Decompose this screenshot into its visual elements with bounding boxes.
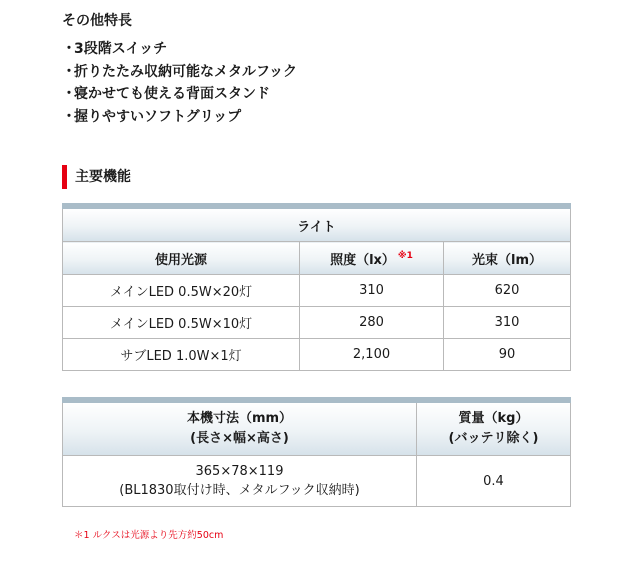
cell-light-source: メインLED 0.5W×10灯 xyxy=(63,307,300,339)
cell-dimensions: 365×78×119 (BL1830取付け時、メタルフック収納時) xyxy=(63,456,417,507)
cell-mass: 0.4 xyxy=(417,456,571,507)
column-header-mass: 質量（kg） (バッテリ除く) xyxy=(417,400,571,456)
cell-illuminance: 310 xyxy=(300,275,444,307)
other-features-title: その他特長 xyxy=(62,13,132,29)
body-spec-table xyxy=(62,397,571,507)
table-row xyxy=(63,275,571,307)
table-row xyxy=(63,307,571,339)
feature-item: ・握りやすいソフトグリップ xyxy=(62,108,242,125)
table-row xyxy=(63,456,571,507)
light-table-title: ライト xyxy=(63,206,571,242)
footnote-marker: ※1 xyxy=(397,251,413,262)
cell-luminous-flux: 90 xyxy=(444,339,571,371)
cell-illuminance: 2,100 xyxy=(300,339,444,371)
cell-luminous-flux: 310 xyxy=(444,307,571,339)
column-header-light-source: 使用光源 xyxy=(63,242,300,275)
cell-luminous-flux: 620 xyxy=(444,275,571,307)
feature-item: ・寝かせても使える背面スタンド xyxy=(62,86,270,102)
illuminance-footnote: ＊1 ルクスは光源より先方約50cm xyxy=(74,530,224,541)
cell-light-source: サブLED 1.0W×1灯 xyxy=(63,339,300,371)
cell-light-source: メインLED 0.5W×20灯 xyxy=(63,275,300,307)
main-functions-heading: 主要機能 xyxy=(62,165,131,189)
column-header-illuminance: 照度（lx） $^{※1}$ xyxy=(300,242,444,275)
column-header-luminous-flux: 光束（lm） xyxy=(444,242,571,275)
table-row xyxy=(63,339,571,371)
cell-illuminance: 280 xyxy=(300,307,444,339)
feature-item: ・3段階スイッチ xyxy=(62,41,168,57)
light-spec-table xyxy=(62,203,571,371)
column-header-dimensions: 本機寸法（mm） (長さ×幅×高さ) xyxy=(63,400,417,456)
feature-item: ・折りたたみ収納可能なメタルフック xyxy=(62,63,298,80)
features-list xyxy=(62,38,297,128)
